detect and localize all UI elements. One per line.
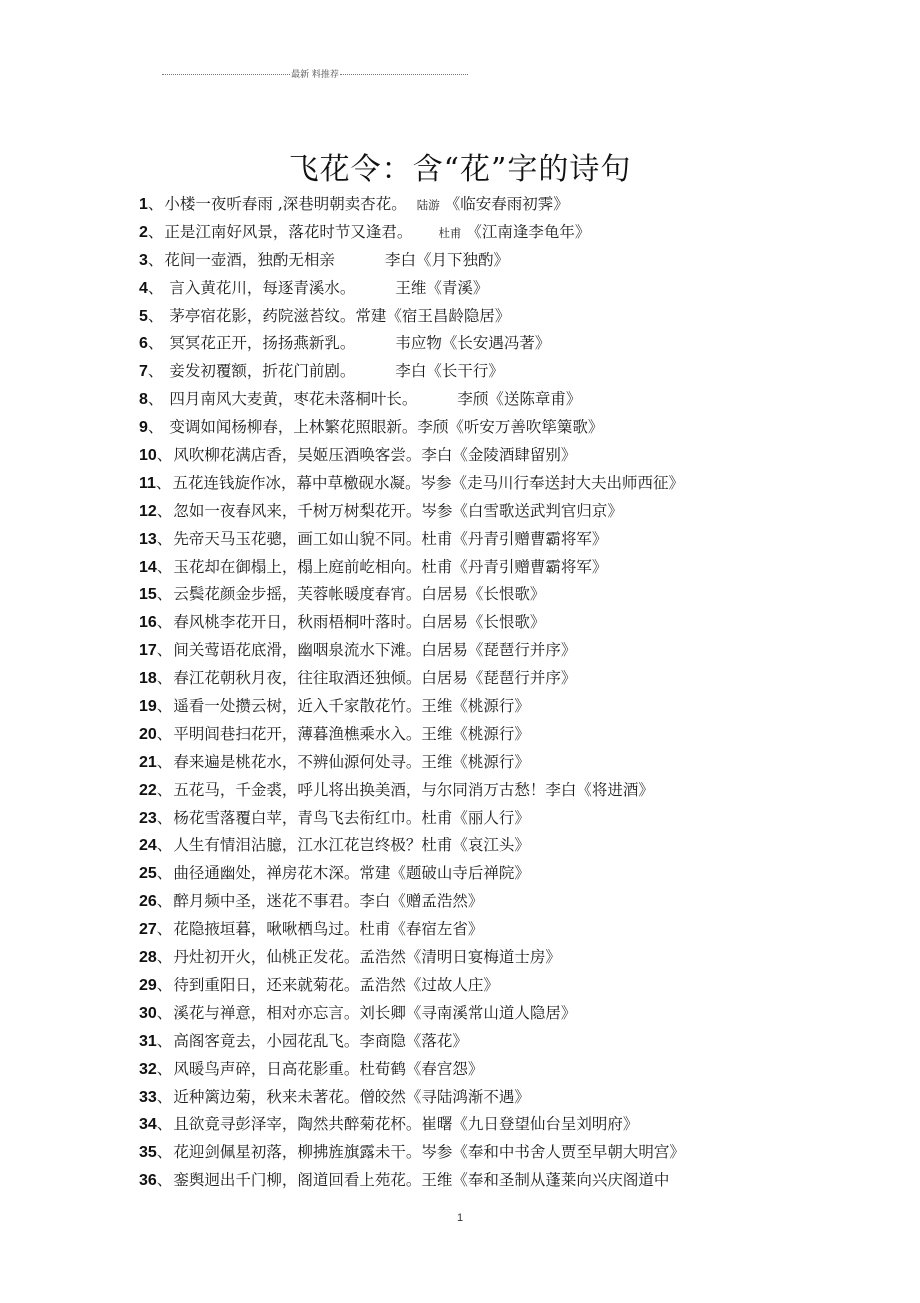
poem-verse: 冥冥花正开，扬扬燕新乳。 [164,334,356,353]
poem-line [139,443,685,471]
document-title: 飞花令：含“花”字的诗句 [288,152,632,188]
poem-line [139,499,685,527]
poem-source-title: 《丽人行》 [452,808,530,827]
poem-author: 孟浩然 [359,975,406,994]
poem-source-title: 《桃源行》 [452,752,530,771]
poem-author: 王维 [395,278,427,297]
poem-source-title: 《金陵酒肆留别》 [452,446,577,465]
poem-separator: 、 [156,501,173,520]
poem-author: 僧皎然 [359,1087,406,1106]
poem-author: 崔曙 [421,1115,453,1134]
poem-source-title: 《桃源行》 [452,724,530,743]
poem-separator: 、 [156,1031,173,1050]
poem-source-title: 《月下独酌》 [415,250,509,269]
poem-separator: 、 [155,473,172,492]
header-dotted-rule-left [162,74,290,75]
poem-verse: 间关莺语花底滑，幽咽泉流水下滩。 [173,641,422,660]
poem-line [139,889,685,917]
poem-source-title: 《题破山寺后禅院》 [390,864,530,883]
poem-source-title: 《清明日宴梅道士房》 [405,948,561,967]
poem-verse: 小楼一夜听春雨 ,深巷明朝卖杏花。 [164,195,407,213]
poem-separator: 、 [156,697,173,716]
poem-verse: 云鬓花颜金步摇，芙蓉帐暖度春宵。 [173,585,422,604]
poem-source-title: 《长干行》 [426,362,504,381]
poem-number: 17 [139,642,157,660]
poem-line [139,555,685,583]
poem-verse: 正是江南好风景，落花时节又逢君。 [164,222,413,241]
poem-separator: 、 [147,334,164,353]
poem-author: 常建 [359,864,391,883]
poem-source-title: 《桃源行》 [452,697,530,716]
poem-verse: 且欲竟寻彭泽宰，陶然共醉菊花杯。 [173,1115,422,1134]
poem-verse: 四月南风大麦黄，枣花未落桐叶长。 [164,390,418,409]
poem-line [139,582,685,610]
poem-separator: 、 [156,1115,173,1134]
poem-separator: 、 [156,864,173,883]
poem-line [139,387,685,415]
poem-line [139,778,685,806]
poem-verse: 妾发初覆额，折花门前剧。 [164,362,356,381]
poem-line [139,415,685,443]
poem-author: 杜甫 [421,529,453,548]
poem-number: 21 [139,753,157,771]
poem-verse: 变调如闻杨柳春，上林繁花照眼新。 [164,418,418,437]
poem-number: 32 [139,1060,157,1078]
poem-verse: 人生有情泪沾臆，江水江花岂终极？ [173,836,422,855]
poem-separator: 、 [156,585,173,604]
poem-line [139,694,685,722]
poem-separator: 、 [156,613,173,632]
poem-author: 李白 [384,250,416,269]
poem-verse: 待到重阳日，还来就菊花。 [173,975,360,994]
poem-line [139,973,685,1001]
poem-source-title: 《宿王昌龄隐居》 [386,306,511,325]
poem-number: 5 [139,307,148,325]
poem-separator: 、 [147,306,164,325]
poem-verse: 銮舆迥出千门柳，阁道回看上苑花。 [173,1171,422,1190]
poem-separator: 、 [156,1059,173,1078]
poem-author: 杜甫 [421,557,453,576]
poem-source-title: 《春宫怨》 [405,1059,484,1078]
poem-line [139,248,685,276]
poem-verse: 近种篱边菊，秋来未著花。 [173,1087,360,1106]
poem-line [139,1112,685,1140]
poem-separator: 、 [156,557,173,576]
poem-verse: 先帝天马玉花骢，画工如山貌不同。 [173,529,422,548]
poem-verse: 遥看一处攒云树，近入千家散花竹。 [173,697,422,716]
poem-line [139,527,685,555]
poem-separator: 、 [156,892,173,911]
poem-separator: 、 [156,529,173,548]
poem-source-title: 《江南逢李龟年》 [461,222,591,241]
poem-separator: 、 [147,222,164,241]
poem-separator: 、 [156,808,173,827]
poem-source-title: 《琵琶行并序》 [467,669,577,688]
poem-author: 王维 [421,724,453,743]
poem-number: 18 [139,670,157,688]
poem-separator: 、 [147,278,164,297]
poem-separator: 、 [147,362,164,381]
poem-author: 李白 [395,362,427,381]
poem-separator: 、 [147,390,164,409]
poem-verse: 风吹柳花满店香，吴姬压酒唤客尝。 [173,446,422,465]
poem-verse: 春江花朝秋月夜，往往取酒还独倾。 [173,669,422,688]
poem-line [139,331,685,359]
page-number: 1 [456,1212,464,1224]
poem-verse: 醉月频中圣，迷花不事君。 [173,892,360,911]
poem-separator: 、 [147,418,164,437]
poem-author: 王维 [421,752,453,771]
poem-author: 岑参 [421,501,453,520]
poem-source-title: 《落花》 [405,1031,468,1050]
poem-line [139,192,685,220]
poem-line [139,1001,685,1029]
poem-separator: 、 [156,920,173,939]
poem-number: 36 [139,1172,157,1190]
poem-author: 陆游 [416,198,440,212]
poem-author: 杜甫 [421,808,453,827]
poem-number: 7 [139,363,148,381]
poem-source-title: 《九日登望仙台呈刘明府》 [452,1115,639,1134]
poem-source-title: 《寻陆鸿渐不遇》 [405,1087,530,1106]
poem-separator: 、 [156,446,173,465]
poem-number: 13 [139,530,157,548]
poem-number: 4 [139,279,148,297]
poem-number: 35 [139,1144,157,1162]
poem-separator: 、 [156,1143,173,1162]
poem-verse: 平明闾巷扫花开，薄暮渔樵乘水入。 [173,724,422,743]
poem-source-title: 《听安万善吹筚篥歌》 [448,418,604,437]
poem-line [139,750,685,778]
poem-number: 20 [139,725,157,743]
poem-number: 3 [139,251,148,269]
poem-author: 白居易 [421,641,468,660]
poem-line [139,638,685,666]
poem-author: 韦应物 [395,334,442,353]
poem-verse: 高阁客竟去，小园花乱飞。 [173,1031,360,1050]
poem-number: 23 [139,809,157,827]
poem-line [139,304,685,332]
poem-verse: 杨花雪落覆白苹，青鸟飞去衔红巾。 [173,808,422,827]
poem-author: 王维 [421,697,453,716]
poem-source-title: 《奉和中书舍人贾至早朝大明宫》 [452,1143,685,1162]
poem-number: 8 [139,391,148,409]
poem-number: 10 [139,447,157,465]
poem-author: 白居易 [421,585,468,604]
poem-verse: 玉花却在御榻上，榻上庭前屹相向。 [173,557,422,576]
poem-separator: 、 [156,780,173,799]
poem-source-title: 《青溪》 [426,278,489,297]
poem-source-title: 《白雪歌送武判官归京》 [452,501,623,520]
poem-number: 1 [139,196,148,213]
poem-author: 白居易 [421,613,468,632]
poem-source-title: 《临安春雨初霁》 [439,195,569,213]
poem-source-title: 《走马川行奉送封大夫出师西征》 [451,473,684,492]
poem-verse: 丹灶初开火，仙桃正发花。 [173,948,360,967]
poem-author: 李白 [359,892,391,911]
poem-line [139,220,685,248]
poem-line [139,1057,685,1085]
poem-verse: 春风桃李花开日，秋雨梧桐叶落时。 [173,613,422,632]
poem-source-title: 《将进酒》 [576,780,654,799]
poem-author: 杜甫 [359,920,391,939]
poem-verse: 五花连钱旋作冰，幕中草檄砚水凝。 [172,473,421,492]
poem-line [139,666,685,694]
poem-line [139,276,685,304]
poem-author: 李白 [421,446,453,465]
poem-separator: 、 [147,195,164,213]
header-text: 最新 料推荐 [291,69,339,80]
poem-separator: 、 [156,1087,173,1106]
poem-source-title: 《春宿左省》 [390,920,484,939]
poem-line [139,1085,685,1113]
poem-number: 6 [139,335,148,353]
poem-author: 孟浩然 [359,948,406,967]
poem-number: 24 [139,837,157,855]
poem-line [139,917,685,945]
poem-author: 杜甫 [438,225,462,240]
poem-separator: 、 [156,669,173,688]
poem-verse: 忽如一夜春风来，千树万树梨花开。 [173,501,422,520]
poem-verse: 花迎剑佩星初落，柳拂旌旗露未干。 [173,1143,422,1162]
poem-line [139,806,685,834]
poem-source-title: 《长恨歌》 [467,585,546,604]
poem-number: 29 [139,976,157,994]
poem-source-title: 《寻南溪常山道人隐居》 [405,1003,577,1022]
poem-source-title: 《哀江头》 [452,836,530,855]
poem-source-title: 《长恨歌》 [467,613,546,632]
poem-separator: 、 [156,641,173,660]
poem-verse: 春来遍是桃花水，不辨仙源何处寻。 [173,752,422,771]
poem-verse: 花隐掖垣暮，啾啾栖鸟过。 [173,920,360,939]
poem-number: 16 [139,614,157,632]
poem-verse: 言入黄花川，每逐青溪水。 [164,278,356,297]
poem-number: 11 [139,474,156,492]
poem-verse: 曲径通幽处，禅房花木深。 [173,864,360,883]
poem-source-title: 《长安遇冯著》 [441,334,551,353]
poem-verse: 五花马，千金裘，呼儿将出换美酒，与尔同消万古愁！ [173,780,546,799]
poem-number: 34 [139,1116,157,1134]
poem-verse: 茅亭宿花影，药院滋苔纹。 [164,306,356,325]
poem-line [139,1029,685,1057]
poem-line [139,861,685,889]
poem-number: 9 [139,419,148,437]
poem-separator: 、 [156,1171,173,1190]
poem-author: 杜甫 [421,836,453,855]
poem-verse: 风暖鸟声碎，日高花影重。 [173,1059,360,1078]
poem-verse: 溪花与禅意，相对亦忘言。 [173,1003,360,1022]
poem-line [139,610,685,638]
poem-line [139,722,685,750]
poem-author: 刘长卿 [359,1003,406,1022]
poem-number: 19 [139,698,157,716]
poem-author: 李商隐 [359,1031,406,1050]
poem-author: 杜荀鹤 [359,1059,406,1078]
poem-separator: 、 [156,948,173,967]
poem-number: 28 [139,949,157,967]
poem-line [139,359,685,387]
poem-number: 33 [139,1088,157,1106]
poem-source-title: 《丹青引赠曹霸将军》 [452,557,608,576]
poem-line [139,1140,685,1168]
poem-author: 白居易 [421,669,468,688]
poem-source-title: 《奉和圣制从蓬莱向兴庆阁道中 [452,1171,670,1190]
header-dotted-rule-right [340,74,468,75]
poem-author: 常建 [355,306,387,325]
poem-number: 27 [139,921,157,939]
poem-author: 岑参 [421,1143,453,1162]
poem-number: 14 [139,558,157,576]
poem-number: 12 [139,502,157,520]
poem-line [139,1168,685,1196]
poem-separator: 、 [156,1003,173,1022]
poem-author: 岑参 [420,473,452,492]
poem-list [139,192,685,1196]
poem-separator: 、 [156,836,173,855]
poem-number: 22 [139,781,157,799]
poem-number: 26 [139,893,157,911]
poem-author: 李颀 [417,418,449,437]
poem-source-title: 《过故人庄》 [405,975,499,994]
poem-separator: 、 [156,724,173,743]
poem-number: 2 [139,223,148,241]
poem-number: 30 [139,1004,157,1022]
poem-line [139,833,685,861]
poem-verse: 花间一壶酒，独酌无相亲 [164,250,335,269]
poem-author: 李颀 [457,390,489,409]
poem-author: 王维 [421,1171,453,1190]
poem-source-title: 《送陈章甫》 [488,390,582,409]
poem-source-title: 《丹青引赠曹霸将军》 [452,529,608,548]
poem-separator: 、 [156,975,173,994]
poem-number: 31 [139,1032,157,1050]
poem-author: 李白 [545,780,577,799]
poem-separator: 、 [156,752,173,771]
poem-line [139,471,685,499]
poem-source-title: 《琵琶行并序》 [467,641,577,660]
page-header [162,66,468,80]
poem-number: 15 [139,586,157,604]
poem-number: 25 [139,865,157,883]
poem-source-title: 《赠孟浩然》 [390,892,484,911]
poem-line [139,945,685,973]
poem-separator: 、 [147,250,164,269]
